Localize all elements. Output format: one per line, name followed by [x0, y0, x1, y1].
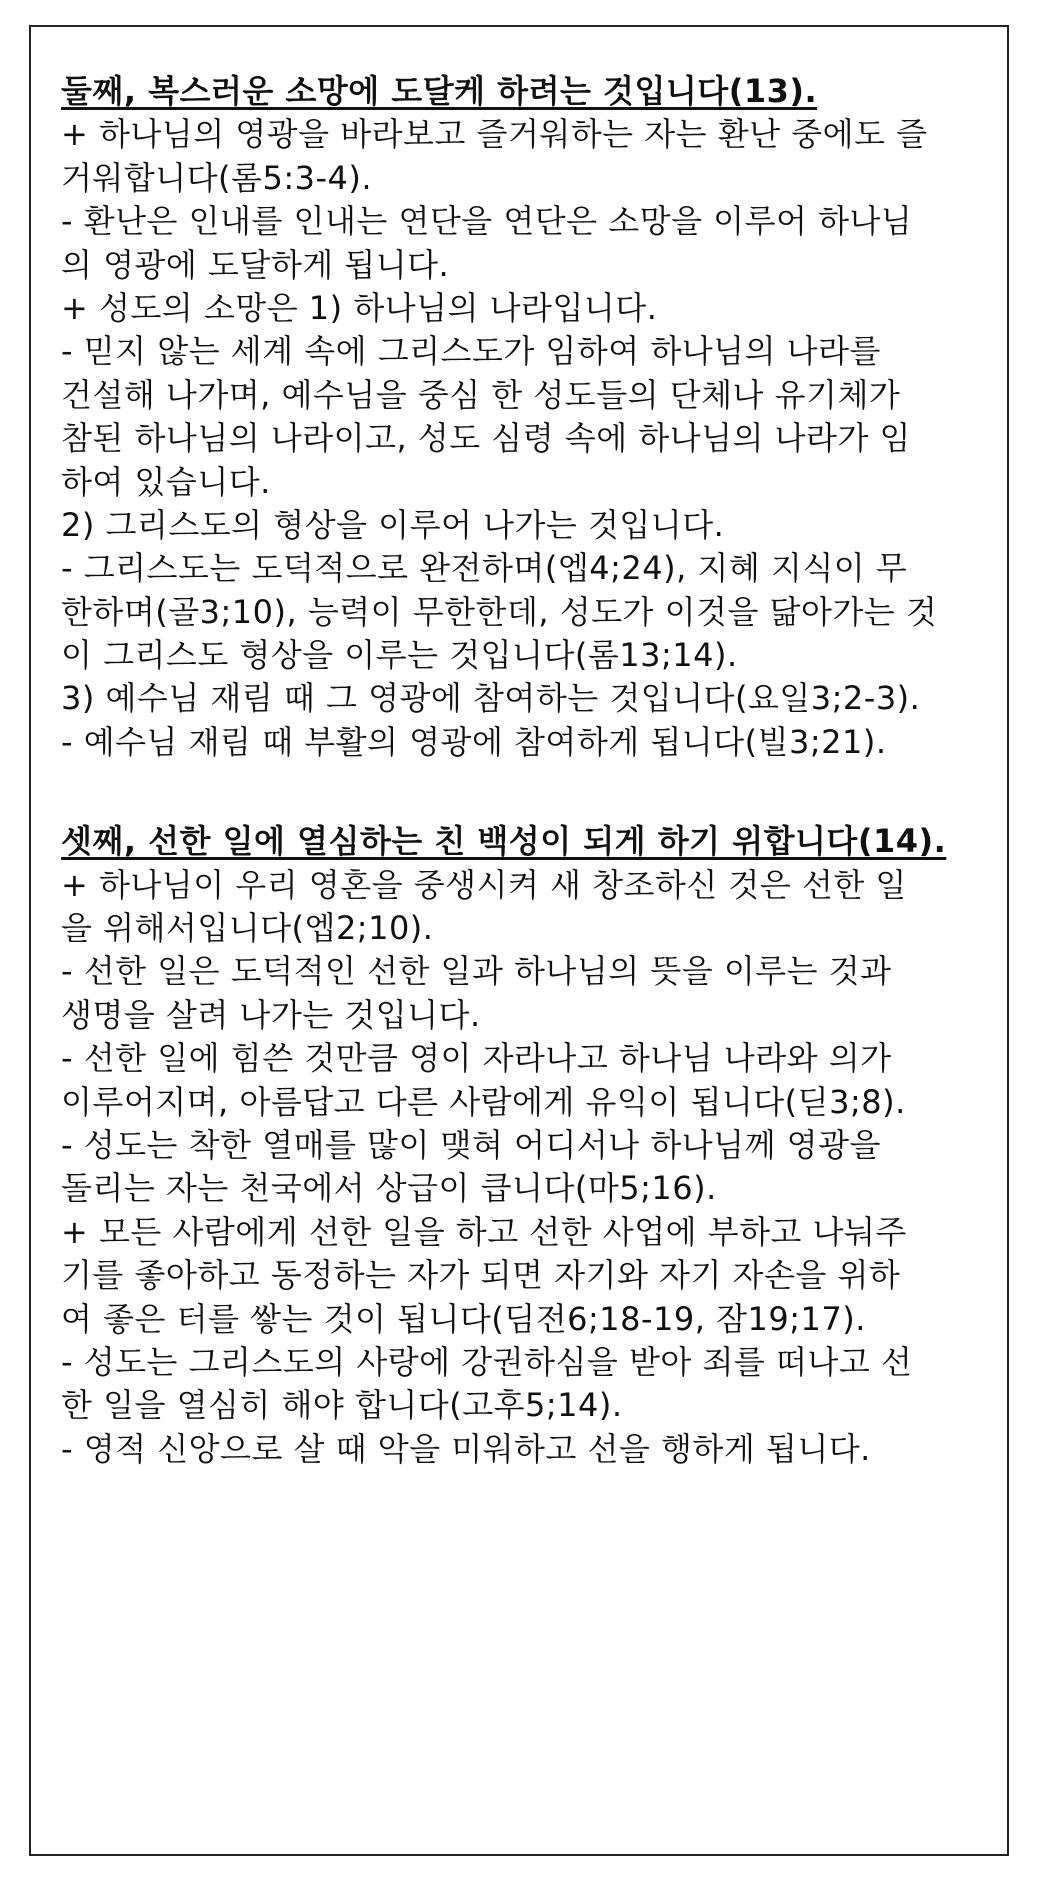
text-line: 생명을 살려 나가는 것입니다.: [61, 995, 481, 1034]
text-line: 3) 예수님 재림 때 그 영광에 참여하는 것입니다(요일3;2-3).: [61, 679, 921, 718]
text-line: - 성도는 그리스도의 사랑에 강권하심을 받아 죄를 떠나고 선: [61, 1342, 913, 1381]
text-line: 돌리는 자는 천국에서 상급이 큽니다(마5;16).: [61, 1169, 717, 1208]
text-line: 2) 그리스도의 형상을 이루어 나가는 것입니다.: [61, 505, 725, 544]
section-heading: 둘째, 복스러운 소망에 도달케 하려는 것입니다(13).: [61, 72, 818, 110]
section-heading: 셋째, 선한 일에 열심하는 친 백성이 되게 하기 위합니다(14).: [61, 822, 947, 861]
text-line: + 성도의 소망은 1) 하나님의 나라입니다.: [61, 288, 658, 327]
text-line: + 하나님이 우리 영혼을 중생시켜 새 창조하신 것은 선한 일: [61, 865, 907, 904]
section-gap: [61, 764, 991, 820]
text-line: 이루어지며, 아름답고 다른 사람에게 유익이 됩니다(딛3;8).: [61, 1082, 906, 1121]
text-line: - 믿지 않는 세계 속에 그리스도가 임하여 하나님의 나라를: [61, 332, 881, 371]
text-line: 참된 하나님의 나라이고, 성도 심령 속에 하나님의 나라가 임: [61, 419, 911, 458]
text-line: 한하며(골3;10), 능력이 무한한데, 성도가 이것을 닮아가는 것: [61, 592, 938, 631]
text-line: 하여 있습니다.: [61, 462, 271, 501]
text-line: - 환난은 인내를 인내는 연단을 연단은 소망을 이루어 하나님: [61, 202, 913, 241]
text-line: - 선한 일에 힘쓴 것만큼 영이 자라나고 하나님 나라와 의가: [61, 1039, 892, 1078]
text-line: 한 일을 열심히 해야 합니다(고후5;14).: [61, 1386, 623, 1425]
text-line: 거워합니다(롬5:3-4).: [61, 158, 373, 197]
text-line: - 예수님 재림 때 부활의 영광에 참여하게 됩니다(빌3;21).: [61, 722, 887, 761]
text-line: + 모든 사람에게 선한 일을 하고 선한 사업에 부하고 나눠주: [61, 1212, 907, 1251]
text-line: - 선한 일은 도덕적인 선한 일과 하나님의 뜻을 이루는 것과: [61, 952, 892, 991]
text-line: 기를 좋아하고 동정하는 자가 되면 자기와 자기 자손을 위하: [61, 1256, 901, 1295]
text-line: 건설해 나가며, 예수님을 중심 한 성도들의 단체나 유기체가: [61, 375, 901, 414]
text-line: 을 위해서입니다(엡2;10).: [61, 909, 434, 948]
text-line: - 성도는 착한 열매를 많이 맺혀 어디서나 하나님께 영광을: [61, 1125, 881, 1164]
document-body: [61, 70, 991, 1471]
text-line: 이 그리스도 형상을 이루는 것입니다(롬13;14).: [61, 636, 738, 675]
text-line: - 영적 신앙으로 살 때 악을 미워하고 선을 행하게 됩니다.: [61, 1429, 871, 1468]
text-line: 여 좋은 터를 쌓는 것이 됩니다(딤전6;18-19, 잠19;17).: [61, 1299, 866, 1338]
text-line: + 하나님의 영광을 바라보고 즐거워하는 자는 환난 중에도 즐: [61, 115, 928, 154]
text-line: 의 영광에 도달하게 됩니다.: [61, 245, 450, 284]
text-line: - 그리스도는 도덕적으로 완전하며(엡4;24), 지혜 지식이 무: [61, 549, 908, 588]
